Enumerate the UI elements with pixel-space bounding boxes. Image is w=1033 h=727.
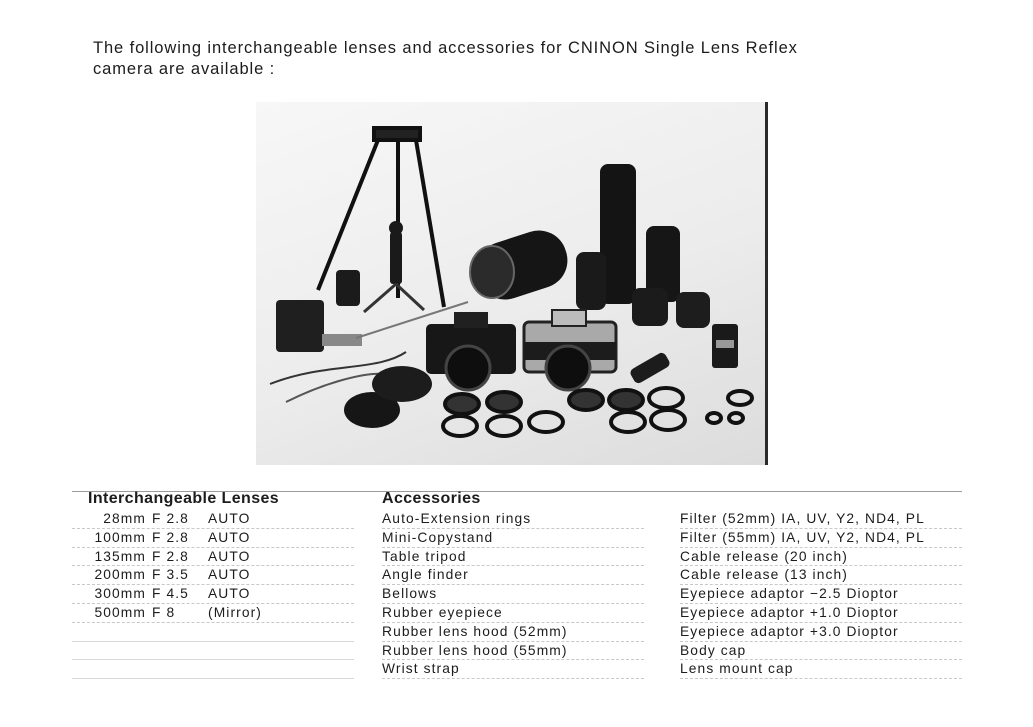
list-item (72, 548, 354, 567)
lenses-list (72, 510, 354, 623)
accessories-list-1 (382, 510, 644, 679)
lens-focal: 28mm (103, 511, 146, 526)
filters-shape (443, 388, 752, 436)
list-item: Table tripod (382, 548, 644, 567)
accessories-heading: Accessories (382, 490, 481, 507)
lens-focal: 500mm (94, 604, 146, 620)
lens-aperture: F 2.8 (152, 548, 189, 564)
lens-shape-3 (576, 252, 606, 310)
accessories-list-2 (680, 510, 962, 679)
extension-rings-shape (336, 270, 360, 306)
lens-type: AUTO (208, 586, 251, 602)
camera-chrome-shape (524, 310, 616, 390)
list-item: Rubber lens hood (55mm) (382, 642, 644, 661)
lens-focal: 135mm (94, 548, 146, 564)
blank-row (72, 623, 354, 642)
list-item: Filter (52mm) IA, UV, Y2, ND4, PL (680, 510, 962, 529)
lens-type: AUTO (208, 529, 251, 545)
lens-type: AUTO (208, 567, 251, 583)
list-item: Filter (55mm) IA, UV, Y2, ND4, PL (680, 529, 962, 548)
lens-aperture: F 8 (152, 604, 176, 620)
accessories-column-2 (680, 488, 962, 679)
list-item: Lens mount cap (680, 660, 962, 679)
camera-kit-illustration (256, 102, 765, 465)
angle-finder-shape (629, 351, 672, 385)
list-item (72, 585, 354, 604)
lens-focal: 300mm (94, 586, 146, 602)
lens-focal: 200mm (94, 567, 146, 583)
list-item: Cable release (20 inch) (680, 548, 962, 567)
intro-text (93, 38, 933, 80)
lens-shape-4 (632, 288, 668, 326)
table-tripod-shape (364, 221, 424, 312)
list-item: Wrist strap (382, 660, 644, 679)
lens-type: AUTO (208, 511, 251, 526)
list-item: Body cap (680, 642, 962, 661)
lens-aperture: F 2.8 (152, 529, 189, 545)
accessories-column-1 (382, 488, 644, 679)
lenses-blank-rows (72, 623, 354, 679)
list-item: Eyepiece adaptor +3.0 Dioptor (680, 623, 962, 642)
accessories-col2-spacer (680, 488, 962, 510)
list-item: Eyepiece adaptor −2.5 Dioptor (680, 585, 962, 604)
list-item: Cable release (13 inch) (680, 566, 962, 585)
list-item (72, 566, 354, 585)
lens-aperture: F 3.5 (152, 567, 189, 583)
lens-type: (Mirror) (208, 604, 263, 620)
lens-hood-shape-2 (372, 366, 432, 402)
lens-shape-5 (676, 292, 710, 328)
list-item: Rubber lens hood (52mm) (382, 623, 644, 642)
list-item: Eyepiece adaptor +1.0 Dioptor (680, 604, 962, 623)
lens-type: AUTO (208, 548, 251, 564)
list-item (72, 529, 354, 548)
lens-aperture: F 4.5 (152, 586, 189, 602)
list-item: Mini-Copystand (382, 529, 644, 548)
camera-kit-photo (256, 102, 768, 465)
list-item: Angle finder (382, 566, 644, 585)
blank-row (72, 660, 354, 679)
bellows-shape (276, 300, 324, 352)
list-item: Auto-Extension rings (382, 510, 644, 529)
list-item: Rubber eyepiece (382, 604, 644, 623)
intro-line-1: The following interchangeable lenses and accessories for CNINON Single Lens Reflex (93, 39, 798, 57)
lens-aperture: F 2.8 (152, 511, 189, 526)
lenses-heading: Interchangeable Lenses (88, 490, 280, 507)
list-item: Bellows (382, 585, 644, 604)
list-item (72, 604, 354, 623)
telephoto-lens-shape (469, 223, 574, 307)
blank-row (72, 642, 354, 661)
lens-focal: 100mm (94, 529, 146, 545)
lenses-column (72, 488, 354, 679)
list-item (72, 510, 354, 529)
camera-black-shape (426, 312, 516, 390)
intro-line-2: camera are available : (93, 60, 276, 78)
